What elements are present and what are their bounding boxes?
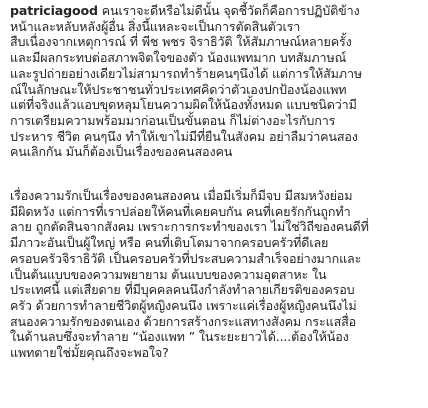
caption-paragraph-2 [10,188,420,361]
caption-line: แต่ที่จริงแล้วแอบขุดหลุมโยนความผิดให้น้องทั้งหมด แบบชนิดว่ามี [10,97,357,113]
caption-line: แพทตายใช่มั้ยคุณถึงจะพอใจ? [10,345,169,361]
caption-line: ครอบครัวจิราธิวัติ เป็นครอบครัวที่ประสบความสำเร็จอย่างมากและ [10,250,362,266]
caption-line: สนองความรักของตนเอง ด้วยการสร้างกระแสทางสังคม กระแสสื่อ [10,313,357,329]
caption-text: คนเราจะดีหรือไม่ดีนั้น จุดชี้วัดก็คือการปฏิบัติข้าง [97,3,360,18]
caption-paragraph-1 [10,3,420,160]
caption-line: เป็นต้นแบบของความพยายาม ต้นแบบของความอุตสาหะ ใน [10,266,327,282]
caption-line: เรื่องความรักเป็นเรื่องของคนสองคน เมื่อมีเริ่มก็มีจบ มีสมหวังย่อม [10,188,353,204]
caption-line: ณ์ในลักษณะให้ประชาชนทั่วประเทศคิดว่าตัวเองปกป้องน้องแพท [10,81,347,97]
caption-line [10,3,420,19]
caption-line: การเตรียมความพร้อมมาก่อนเป็นขั้นตอน ก็ไม่ต่างอะไรกับการ [10,112,336,128]
post-caption [10,3,420,361]
caption-line: สืบเนื่องจากเหตุการณ์ ที่ พีช พชร จิราธิวัติ ให้สัมภาษณ์หลายครั้ง [10,34,352,50]
username-link[interactable]: patriciagood [10,3,98,18]
caption-line: และมีผลกระทบต่อสภาพจิตใจของตัว น้องแพทมาก บทสัมภาษณ์ [10,50,347,66]
caption-line: ลาย ถูกตัดสินจากสังคม เพราะการกระทำของเรา ไม่ใช่วิถีของคนดีที่ [10,219,369,235]
caption-line: ครัว ด้วยการทำลายชีวิตผู้หญิงคนนึง เพราะแค่เรื่องผู้หญิงคนนึงไม่ [10,297,357,313]
caption-line: และรูปถ่ายอย่างเดียวไม่สามารถทำร้ายคนๆนึงได้ แต่การให้สัมภาษ [10,65,363,81]
caption-line: หน้าและหลับหลังผู้อื่น สิ่งนี้แหละจะเป็นการตัดสินตัวเรา [10,18,301,34]
caption-line: ในด้านลบซึ่งจะทำลาย “น้องแพท ” ในระยะยาวได้....ต้องให้น้อง [10,329,349,345]
caption-line: ประเทศนี้ แต่เสียดาย ที่มีบุคคลคนนึงกำลังทำลายเกียรติของครอบ [10,282,355,298]
caption-line: มีภาวะอันเป็นผู้ใหญ่ หรือ คนที่เติบโตมาจากครอบครัวที่ดีเลย [10,235,329,251]
caption-line: มีผิดหวัง แต่การที่เราปล่อยให้คนที่เคยคบกัน คนที่เคยรักกันถูกทำ [10,203,351,219]
caption-line: ประหาร ชีวิต คนๆนึง ทำให้เขาไม่มีที่ยืนในสังคม อย่าลืมว่าคนสอง [10,128,358,144]
caption-line: คนเลิกกัน มันก็ต้องเป็นเรื่องของคนสองคน [10,144,233,160]
paragraph-gap [10,160,420,188]
